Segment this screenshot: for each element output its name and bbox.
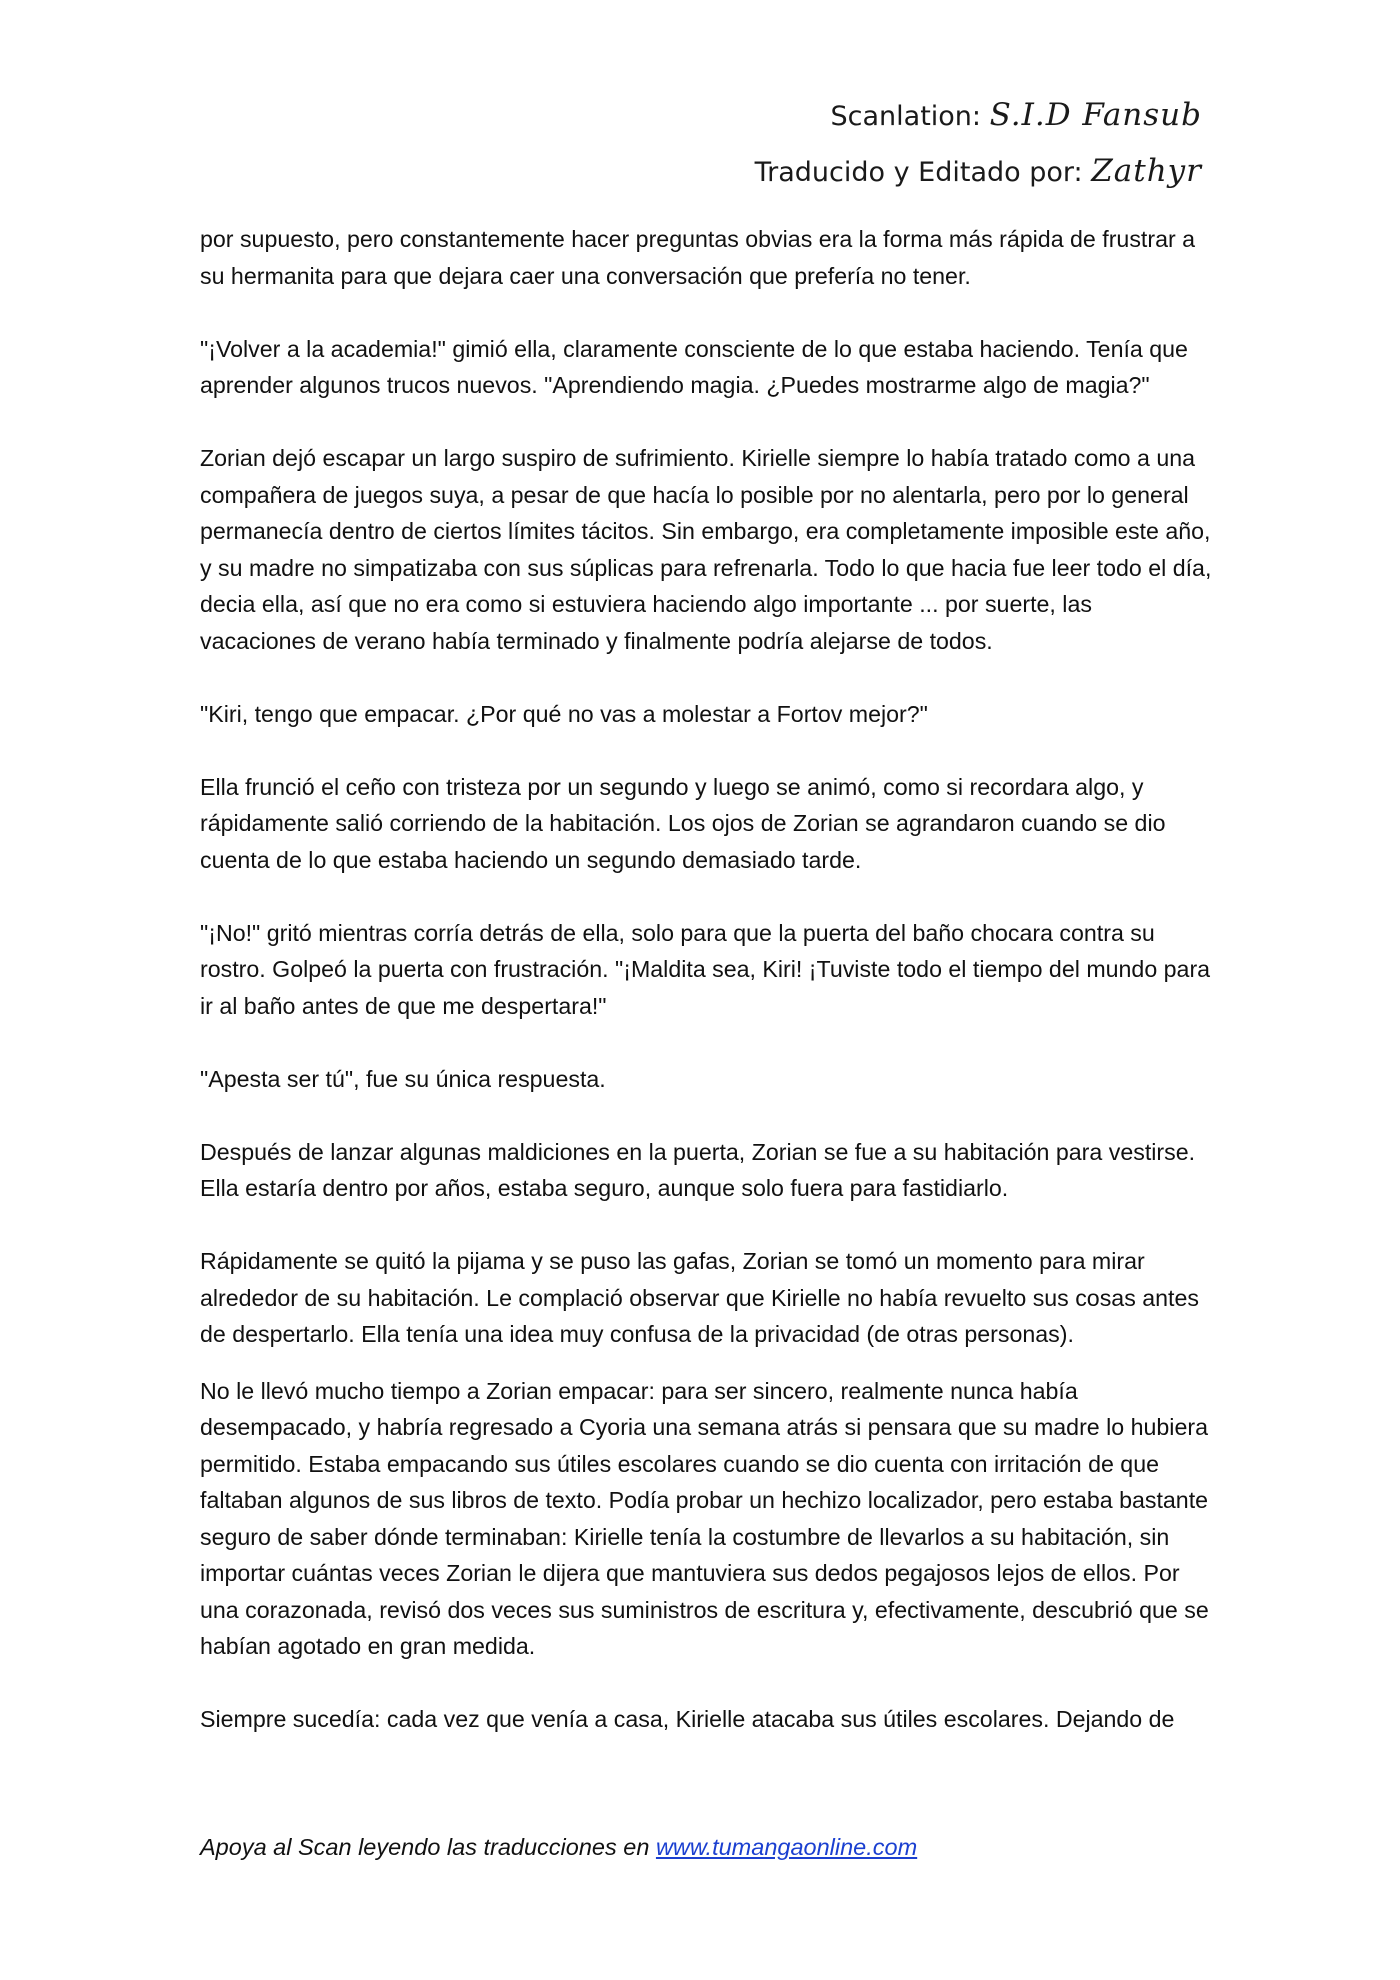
translator-label: Traducido y Editado por: bbox=[754, 157, 1083, 188]
paragraph: "Kiri, tengo que empacar. ¿Por qué no vas a molestar a Fortov mejor?" bbox=[200, 700, 928, 727]
scanlation-group-name: S.I.D Fansub bbox=[989, 97, 1202, 133]
scanlation-label: Scanlation: bbox=[830, 101, 982, 132]
translator-name: Zathyr bbox=[1091, 153, 1202, 189]
paragraph: No le llevó mucho tiempo a Zorian empacar: para ser sincero, realmente nunca había desempacado, y habría regresado a Cyoria una semana atrás si pensara que su madre lo hubiera permitido. Estaba empacando sus útiles escolares cuando se dio cuenta con irritación de que faltaban algunos de sus libros de texto. Podía probar un hechizo localizador, pero estaba bastante seguro de saber dónde terminaban: Kirielle tenía la costumbre de llevarlos a su habitación, sin importar cuántas veces Zorian le dijera que mantuviera sus dedos pegajosos lejos de ellos. Por una corazonada, revisó dos veces sus suministros de escritura y, efectivamente, descubrió que se habían agotado en gran medida. bbox=[200, 1377, 1209, 1659]
paragraph: "Apesta ser tú", fue su única respuesta. bbox=[200, 1065, 606, 1092]
paragraph: Rápidamente se quitó la pijama y se puso las gafas, Zorian se tomó un momento para mirar alrededor de su habitación. Le complació observar que Kirielle no había revuelto sus cosas antes de despertarlo. Ella tenía una idea muy confusa de la privacidad (de otras personas). bbox=[200, 1248, 1199, 1347]
paragraph: Siempre sucedía: cada vez que venía a casa, Kirielle atacaba sus útiles escolares. Dejando de bbox=[200, 1706, 1175, 1732]
paragraph: por supuesto, pero constantemente hacer preguntas obvias era la forma más rápida de frustrar a su hermanita para que dejara caer una conversación que prefería no tener. bbox=[200, 226, 1196, 289]
credits-header bbox=[755, 88, 1202, 200]
paragraph: "¡No!" gritó mientras corría detrás de ella, solo para que la puerta del baño chocara contra su rostro. Golpeó la puerta con frustración. "¡Maldita sea, Kiri! ¡Tuviste todo el tiempo del mundo para ir al baño antes de que me despertara!" bbox=[200, 919, 1211, 1019]
scanlation-credit bbox=[755, 88, 1202, 144]
paragraph: Zorian dejó escapar un largo suspiro de sufrimiento. Kirielle siempre lo había tratado como a una compañera de juegos suya, a pesar de que hacía lo posible por no alentarla, pero por lo general permanecía dentro de ciertos límites tácitos. Sin embargo, era completamente imposible este año, y su madre no simpatizaba con sus súplicas para refrenarla. Todo lo que hacia fue leer todo el día, decia ella, así que no era como si estuviera haciendo algo importante ... por suerte, las vacaciones de verano había terminado y finalmente podría alejarse de todos. bbox=[200, 445, 1212, 654]
paragraph: "¡Volver a la academia!" gimió ella, claramente consciente de lo que estaba haciendo. Tenía que aprender algunos trucos nuevos. "Aprendiendo magia. ¿Puedes mostrarme algo de magia?" bbox=[200, 335, 1188, 398]
page-footer bbox=[200, 1834, 917, 1861]
document-body bbox=[200, 221, 1212, 1774]
paragraph: Ella frunció el ceño con tristeza por un segundo y luego se animó, como si recordara algo, y rápidamente salió corriendo de la habitación. Los ojos de Zorian se agrandaron cuando se dio cuenta de lo que estaba haciendo un segundo demasiado tarde. bbox=[200, 773, 1166, 873]
paragraph: Después de lanzar algunas maldiciones en la puerta, Zorian se fue a su habitación para vestirse. Ella estaría dentro por años, estaba seguro, aunque solo fuera para fastidiarlo. bbox=[200, 1138, 1196, 1201]
translator-credit bbox=[755, 144, 1202, 200]
footer-link[interactable]: www.tumangaonline.com bbox=[655, 1834, 918, 1860]
footer-text: Apoya al Scan leyendo las traducciones en bbox=[200, 1834, 656, 1860]
